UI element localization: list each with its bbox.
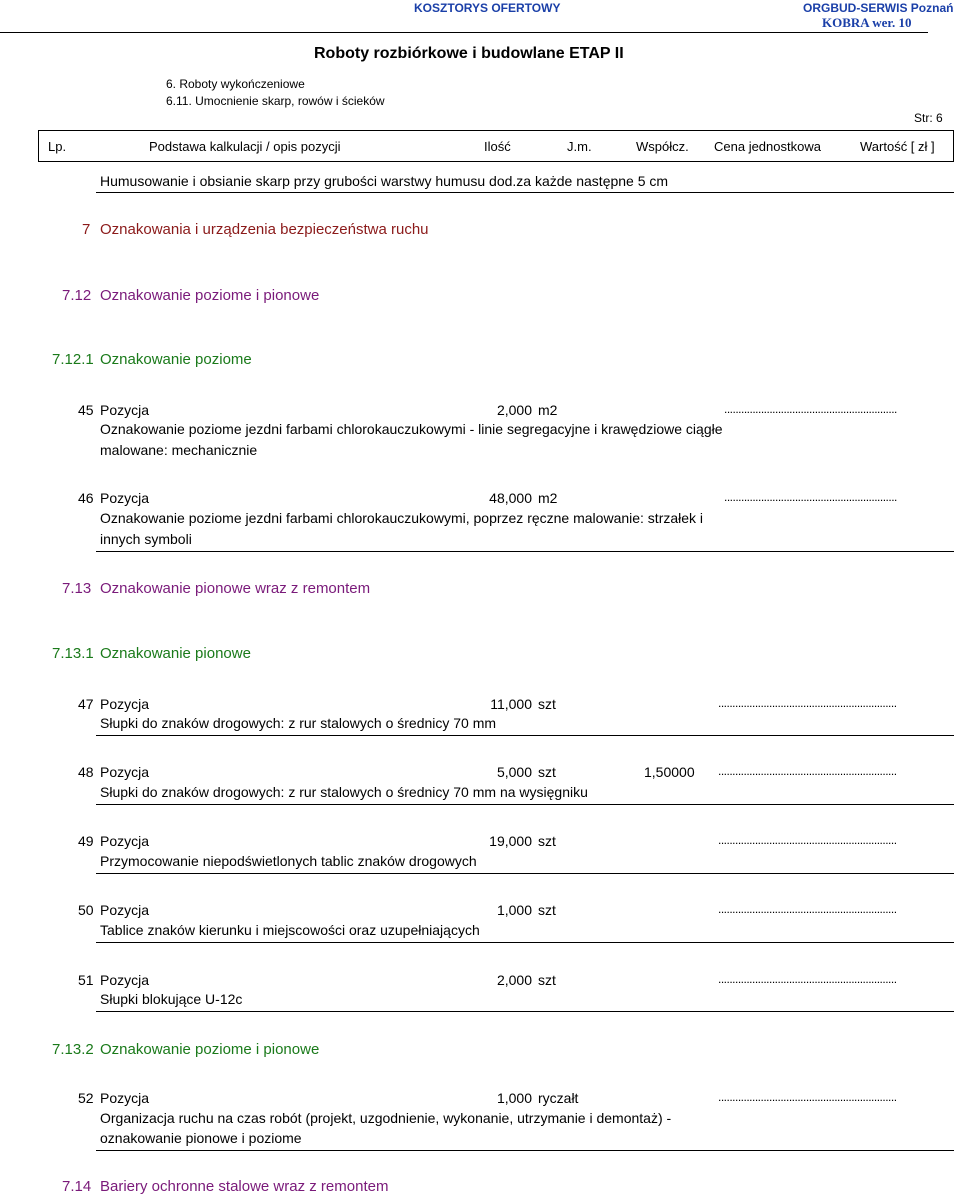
item-description-cont: oznakowanie pionowe i poziome xyxy=(100,1130,302,1146)
item-unit: szt xyxy=(538,833,556,849)
header-rule xyxy=(0,32,928,33)
item-quantity: 2,000 xyxy=(496,402,532,418)
section-number: 7.12.1 xyxy=(52,351,94,368)
item-price-dots: ............................................................... xyxy=(718,972,897,986)
item-price-dots: ............................................................... xyxy=(718,902,897,916)
item-number: 45 xyxy=(78,402,94,418)
item-quantity: 1,000 xyxy=(496,902,532,918)
item-quantity: 5,000 xyxy=(496,764,532,780)
item-description-cont: innych symboli xyxy=(100,531,192,547)
column-lp: Lp. xyxy=(48,139,67,154)
column-value: Wartość [ zł ] xyxy=(860,139,935,154)
item-quantity: 19,000 xyxy=(489,833,532,849)
item-price-dots: ............................................................... xyxy=(718,696,897,710)
item-description: Przymocowanie niepodświetlonych tablic znaków drogowych xyxy=(100,853,477,869)
section-title: Oznakowanie pionowe xyxy=(100,645,251,662)
column-unit-price: Cena jednostkowa xyxy=(714,139,821,154)
section-title: Bariery ochronne stalowe wraz z remontem xyxy=(100,1178,389,1195)
breadcrumb-section-6: 6. Roboty wykończeniowe xyxy=(166,77,305,91)
section-number: 7 xyxy=(82,221,91,238)
item-price-dots: ............................................................. xyxy=(724,402,897,416)
document-title: Roboty rozbiórkowe i budowlane ETAP II xyxy=(314,45,624,62)
item-unit: szt xyxy=(538,764,556,780)
item-coefficient: 1,50000 xyxy=(644,764,695,780)
column-coefficient: Współcz. xyxy=(636,139,689,154)
section-title: Oznakowanie poziome i pionowe xyxy=(100,1041,320,1058)
item-price-dots: ............................................................... xyxy=(718,764,897,778)
item-number: 48 xyxy=(78,764,94,780)
item-number: 47 xyxy=(78,696,94,712)
section-title: Oznakowania i urządzenia bezpieczeństwa ruchu xyxy=(100,221,429,238)
item-description: Organizacja ruchu na czas robót (projekt, uzgodnienie, wykonanie, utrzymanie i demontaż) - xyxy=(100,1110,672,1126)
item-description: Słupki do znaków drogowych: z rur stalowych o średnicy 70 mm xyxy=(100,715,497,731)
item-description: Oznakowanie poziome jezdni farbami chlorokauczukowymi, poprzez ręczne malowanie: strzałek i xyxy=(100,510,704,526)
item-description: Oznakowanie poziome jezdni farbami chlorokauczukowymi - linie segregacyjne i krawędziowe ciągłe xyxy=(100,421,723,437)
item-label: Pozycja xyxy=(100,764,150,780)
section-number: 7.14 xyxy=(62,1178,92,1195)
item-number: 49 xyxy=(78,833,94,849)
item-unit: ryczałt xyxy=(538,1090,579,1106)
section-number: 7.12 xyxy=(62,287,92,304)
column-unit: J.m. xyxy=(567,139,592,154)
item-description: Słupki blokujące U-12c xyxy=(100,991,243,1007)
section-number: 7.13.1 xyxy=(52,645,94,662)
section-number: 7.13.2 xyxy=(52,1041,94,1058)
item-quantity: 48,000 xyxy=(489,490,532,506)
item-number: 50 xyxy=(78,902,94,918)
page-number: Str: 6 xyxy=(914,111,943,125)
carryover-description: Humusowanie i obsianie skarp przy grubości warstwy humusu dod.za każde następne 5 cm xyxy=(100,173,669,189)
item-price-dots: ............................................................. xyxy=(724,490,897,504)
item-label: Pozycja xyxy=(100,902,150,918)
item-label: Pozycja xyxy=(100,402,150,418)
company-name: ORGBUD-SERWIS Poznań xyxy=(803,1,954,15)
item-label: Pozycja xyxy=(100,1090,150,1106)
breadcrumb-section-6-11: 6.11. Umocnienie skarp, rowów i ścieków xyxy=(166,94,385,108)
software-version: KOBRA wer. 10 xyxy=(822,15,912,30)
item-number: 46 xyxy=(78,490,94,506)
section-title: Oznakowanie poziome xyxy=(100,351,252,368)
item-price-dots: ............................................................... xyxy=(718,1090,897,1104)
item-quantity: 1,000 xyxy=(496,1090,532,1106)
item-label: Pozycja xyxy=(100,490,150,506)
column-quantity: Ilość xyxy=(484,139,511,154)
item-unit: szt xyxy=(538,696,556,712)
item-description: Słupki do znaków drogowych: z rur stalowych o średnicy 70 mm na wysięgniku xyxy=(100,784,588,800)
item-label: Pozycja xyxy=(100,696,150,712)
item-label: Pozycja xyxy=(100,833,150,849)
section-number: 7.13 xyxy=(62,580,92,597)
item-quantity: 2,000 xyxy=(496,972,532,988)
app-title: KOSZTORYS OFERTOWY xyxy=(414,1,561,15)
item-unit: szt xyxy=(538,972,556,988)
item-unit: m2 xyxy=(538,490,558,506)
item-quantity: 11,000 xyxy=(490,696,532,712)
item-number: 51 xyxy=(78,972,94,988)
item-label: Pozycja xyxy=(100,972,150,988)
item-unit: szt xyxy=(538,902,556,918)
item-description-cont: malowane: mechanicznie xyxy=(100,442,258,458)
item-unit: m2 xyxy=(538,402,558,418)
item-description: Tablice znaków kierunku i miejscowości oraz uzupełniających xyxy=(100,922,480,938)
item-price-dots: ............................................................... xyxy=(718,833,897,847)
section-title: Oznakowanie pionowe wraz z remontem xyxy=(100,580,371,597)
section-title: Oznakowanie poziome i pionowe xyxy=(100,287,320,304)
column-basis: Podstawa kalkulacji / opis pozycji xyxy=(149,139,341,154)
item-number: 52 xyxy=(78,1090,94,1106)
